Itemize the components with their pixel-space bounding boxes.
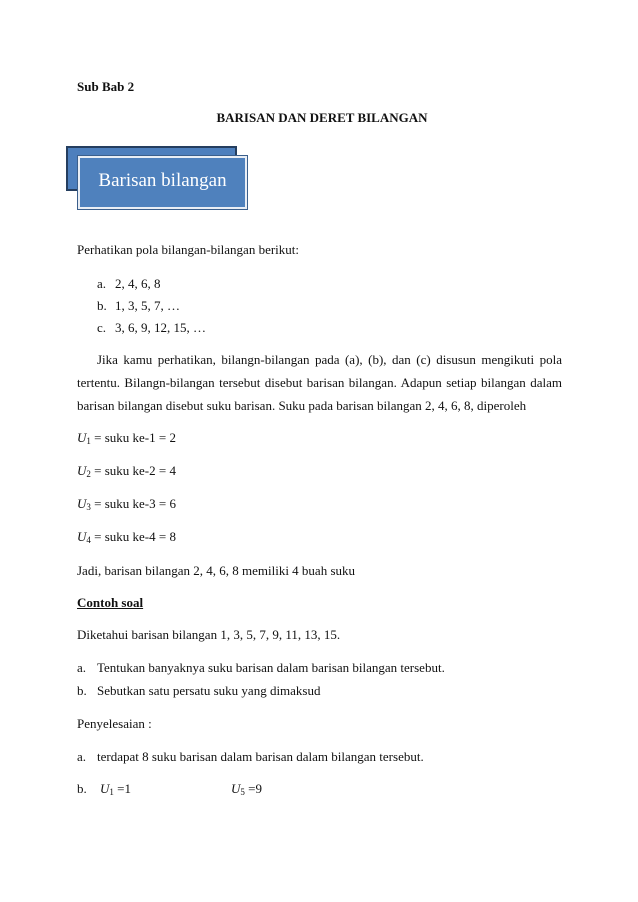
term-u1: $U_1 =1$ <box>100 781 131 797</box>
banner-title: Barisan bilangan <box>98 170 227 191</box>
paragraph-line: Jika kamu perhatikan, bilangn-bilangan pada (a), (b), dan (c) disusun mengikuti pola <box>97 352 562 367</box>
paragraph-line: barisan bilangan disebut suku barisan. Suku pada barisan bilangan 2, 4, 6, 8, diperoleh <box>77 398 527 413</box>
list-item: a. 2, 4, 6, 8 <box>97 276 161 291</box>
list-item: c. 3, 6, 9, 12, 15, … <box>97 320 206 335</box>
main-title: BARISAN DAN DERET BILANGAN <box>216 110 428 125</box>
example-heading: Contoh soal <box>77 595 144 610</box>
conclusion-text: Jadi, barisan bilangan 2, 4, 6, 8 memiliki 4 buah suku <box>77 563 356 578</box>
list-item: b. 1, 3, 5, 7, … <box>97 298 180 313</box>
intro-text: Perhatikan pola bilangan-bilangan berikut: <box>77 242 300 257</box>
term-line: $U_2$ = suku ke-2 = 4 <box>77 463 176 479</box>
question-item: b. Sebutkan satu persatu suku yang dimaksud <box>77 683 321 698</box>
term-line: $U_3$ = suku ke-3 = 6 <box>77 496 176 512</box>
answer-item: b. $U_1 =1$ $U_5 =9$ <box>77 781 262 797</box>
subchapter-label: Sub Bab 2 <box>77 79 135 94</box>
question-item: a. Tentukan banyaknya suku barisan dalam barisan bilangan tersebut. <box>77 660 445 675</box>
term-line: $U_1$ = suku ke-1 = 2 <box>77 430 176 446</box>
banner-box <box>78 156 247 209</box>
term-u5: $U_5 =9$ <box>231 781 262 797</box>
paragraph-line: tertentu. Bilangn-bilangan tersebut disebut barisan bilangan. Adapun setiap bilangan dalam <box>77 375 562 390</box>
example-given: Diketahui barisan bilangan 1, 3, 5, 7, 9, 11, 13, 15. <box>77 627 341 642</box>
answer-item: a. terdapat 8 suku barisan dalam barisan dalam bilangan tersebut. <box>77 749 424 764</box>
solution-label: Penyelesaian : <box>77 716 152 731</box>
term-line: $U_4$ = suku ke-4 = 8 <box>77 529 176 545</box>
